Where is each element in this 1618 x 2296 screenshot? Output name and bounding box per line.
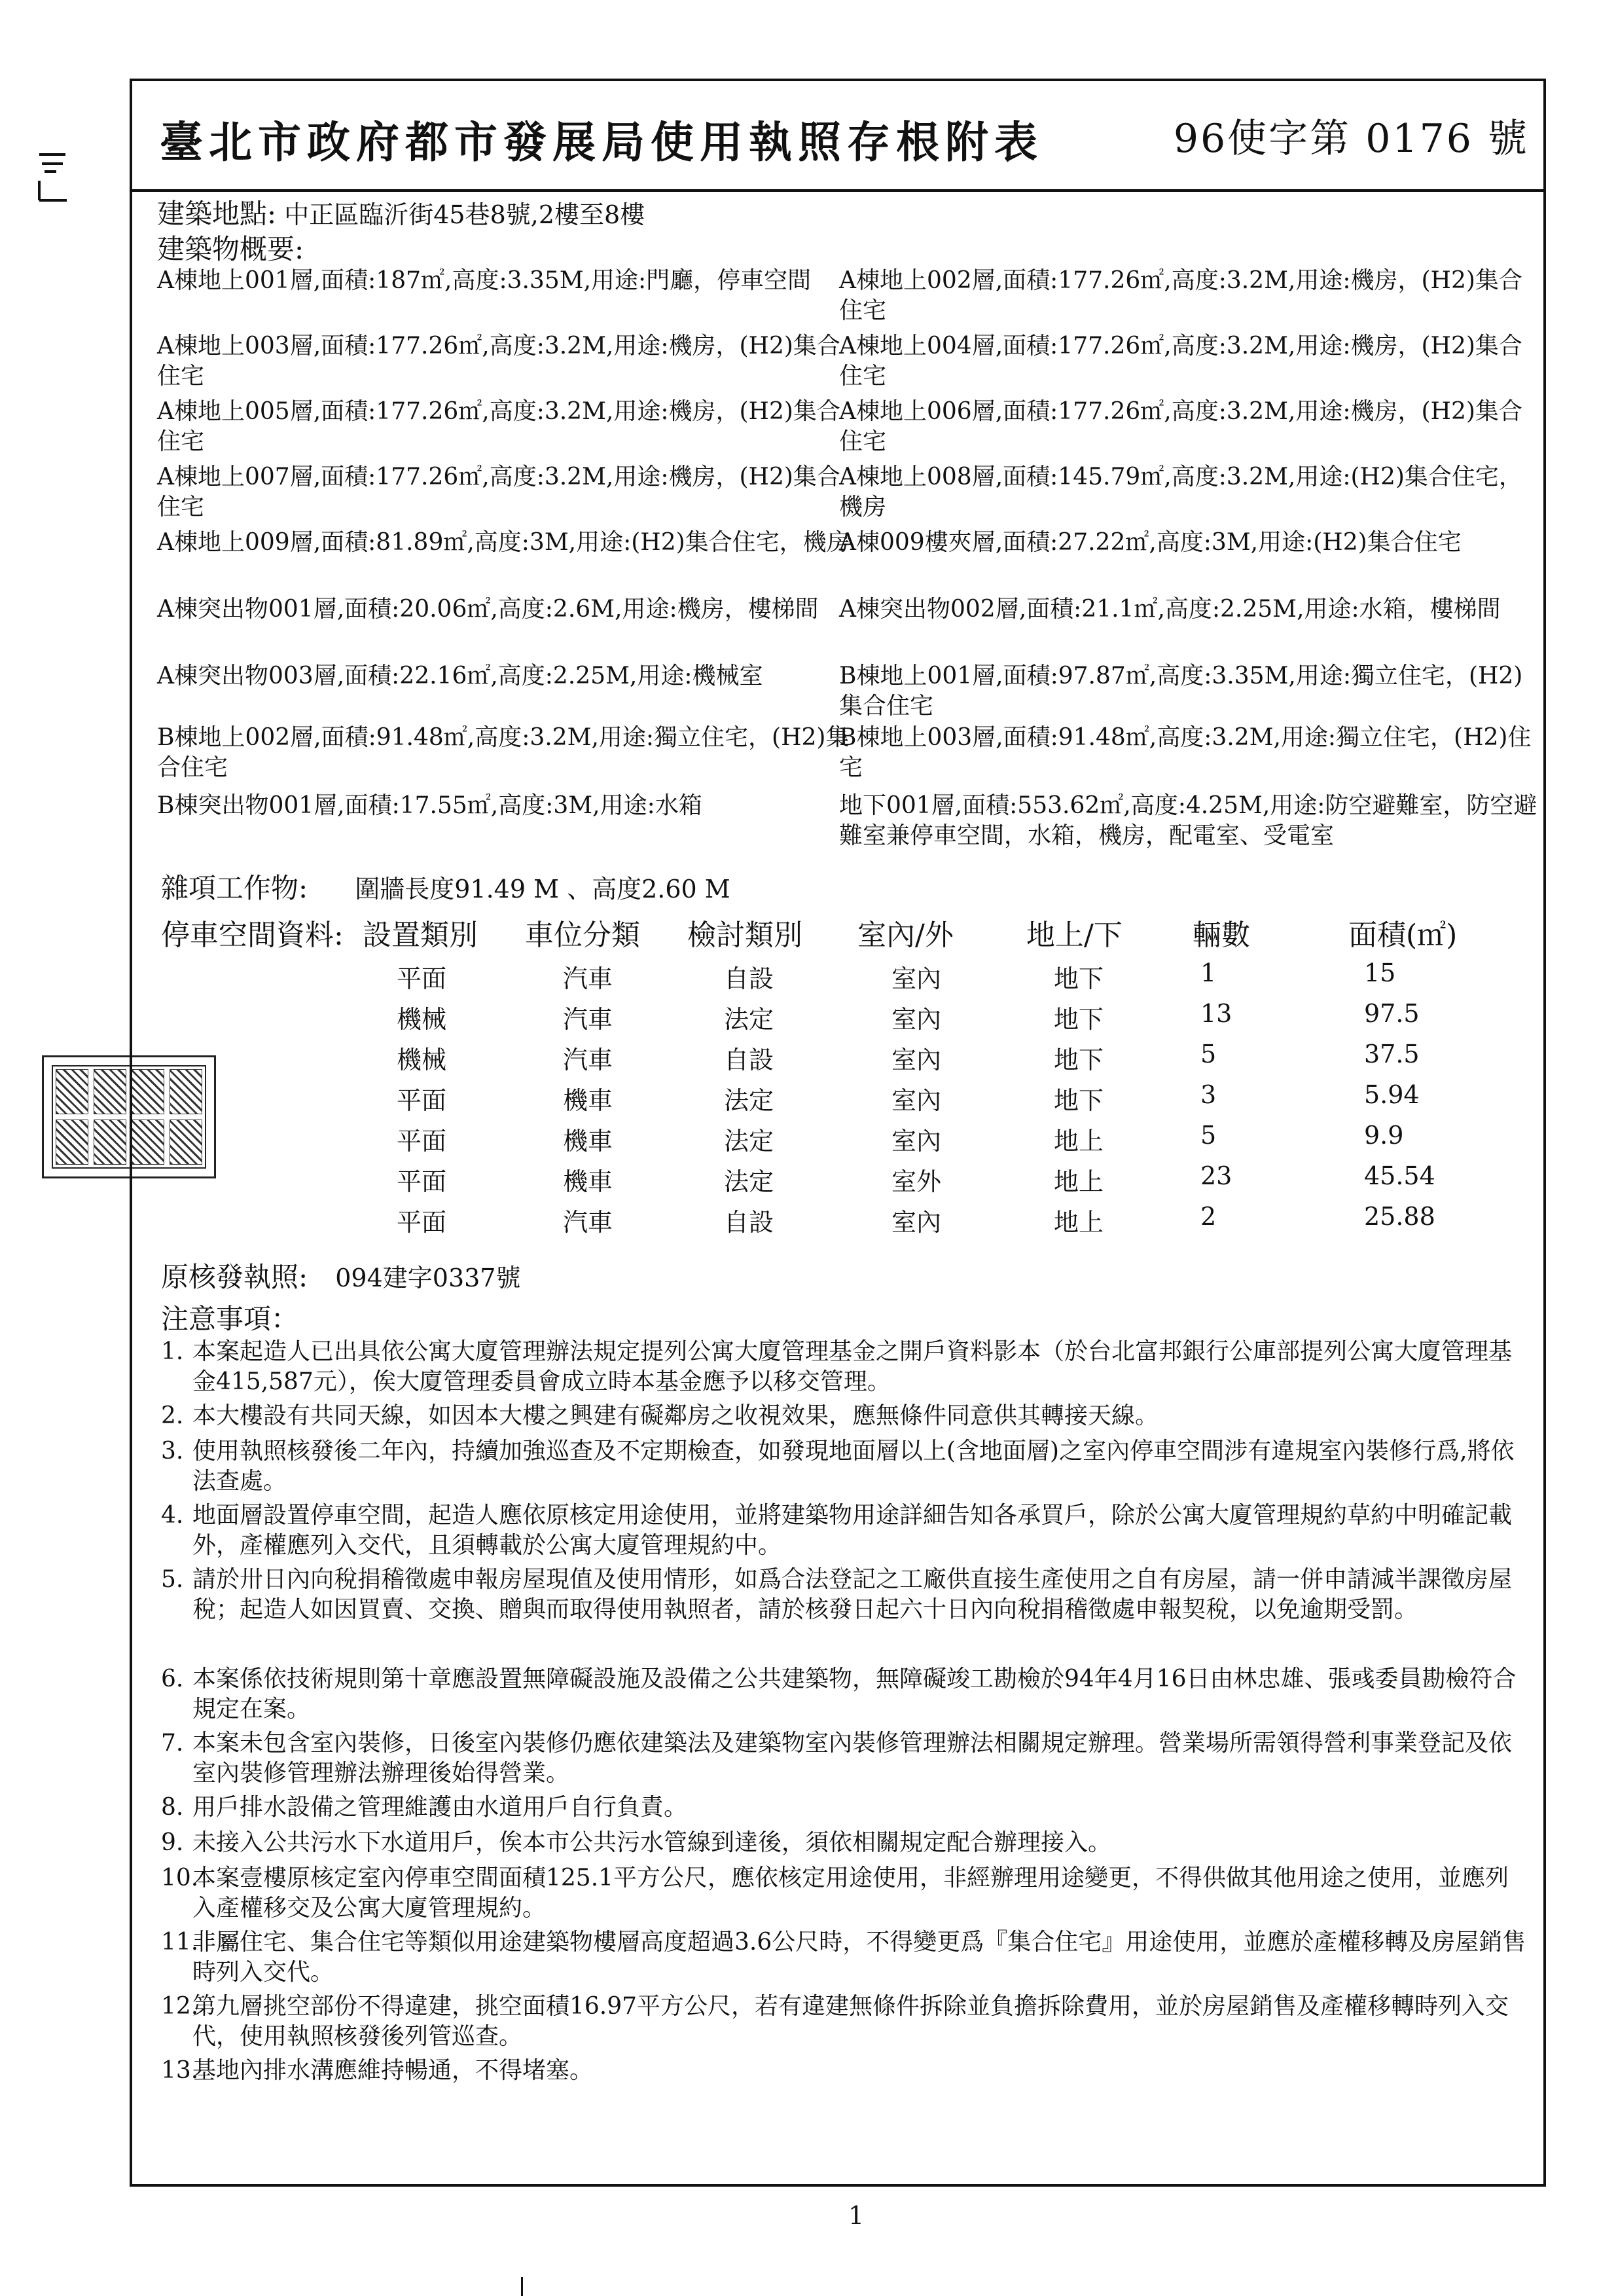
overview-left-5: A棟地上009層,面積:81.89㎡,高度:3M,用途:(H2)集合住宅，機房	[157, 529, 850, 556]
note-item	[161, 1863, 1529, 1923]
cell-vehicle: 機車	[563, 1127, 613, 1156]
cell-vehicle: 機車	[563, 1167, 613, 1196]
overview-left-6: A棟突出物001層,面積:20.06㎡,高度:2.6M,用途:機房，樓梯間	[157, 596, 819, 623]
parking-col-review: 檢討類別	[687, 919, 802, 952]
document-title: 臺北市政府都市發展局使用執照存根附表	[160, 117, 1043, 168]
note-number: 1.	[161, 1338, 184, 1365]
permit-number: 96使字第 0176 號	[1173, 116, 1529, 162]
cell-area: 45.54	[1364, 1161, 1435, 1190]
cell-indoor: 室內	[891, 964, 942, 993]
note-text: 本大樓設有共同天線，如因本大樓之興建有礙鄰房之收視效果，應無條件同意供其轉接天線。	[192, 1402, 1159, 1429]
note-text: 用戶排水設備之管理維護由水道用戶自行負責。	[192, 1794, 688, 1821]
cell-indoor: 室內	[891, 1086, 942, 1115]
cell-indoor: 室內	[891, 1005, 942, 1034]
note-item	[161, 1565, 1529, 1625]
overview-right-4: A棟地上008層,面積:145.79㎡,高度:3.2M,用途:(H2)集合住宅，機房	[839, 464, 1522, 520]
cell-count: 3	[1200, 1080, 1217, 1109]
cell-area: 5.94	[1364, 1080, 1420, 1109]
note-text: 非屬住宅、集合住宅等類似用途建築物樓層高度超過3.6公尺時，不得變更爲『集合住宅』用途使用，並應於產權移轉及房屋銷售時列入交代。	[192, 1929, 1526, 1986]
overview-left-8: B棟地上002層,面積:91.48㎡,高度:3.2M,用途:獨立住宅，(H2)集合住宅	[157, 724, 850, 781]
original-permit-line	[161, 1262, 521, 1293]
note-item	[161, 1793, 1529, 1823]
page-number: 1	[848, 2201, 865, 2230]
cell-review: 自設	[724, 964, 774, 993]
cell-vehicle: 汽車	[563, 1005, 613, 1034]
note-number: 3.	[161, 1438, 184, 1465]
overview-right-3: A棟地上006層,面積:177.26㎡,高度:3.2M,用途:機房，(H2)集合住宅	[839, 398, 1522, 455]
margin-mark	[37, 152, 69, 204]
note-text: 基地內排水溝應維持暢通，不得堵塞。	[192, 2057, 594, 2084]
overview-right-8: B棟地上003層,面積:91.48㎡,高度:3.2M,用途:獨立住宅，(H2)住宅	[839, 724, 1532, 781]
overview-left-9: B棟突出物001層,面積:17.55㎡,高度:3M,用途:水箱	[157, 792, 702, 819]
parking-row	[132, 1040, 1543, 1079]
cell-type: 平面	[397, 1086, 447, 1115]
overview-right-9: 地下001層,面積:553.62㎡,高度:4.25M,用途:防空避難室，防空避難室兼停車空間，水箱，機房，配電室、受電室	[839, 792, 1537, 849]
cell-type: 平面	[397, 964, 447, 993]
cell-level: 地下	[1054, 1046, 1104, 1074]
site-label: 建築地點:	[157, 198, 277, 230]
cell-level: 地下	[1054, 964, 1104, 993]
overview-left-3: A棟地上005層,面積:177.26㎡,高度:3.2M,用途:機房，(H2)集合住宅	[157, 398, 840, 455]
cell-count: 23	[1200, 1161, 1232, 1190]
parking-row	[132, 1161, 1543, 1201]
cell-level: 地上	[1054, 1208, 1104, 1237]
cell-count: 2	[1200, 1202, 1217, 1231]
parking-header-row	[132, 911, 1543, 951]
misc-line	[161, 873, 730, 904]
cell-vehicle: 汽車	[563, 1046, 613, 1074]
overview-right-5: A棟009樓夾層,面積:27.22㎡,高度:3M,用途:(H2)集合住宅	[839, 529, 1462, 556]
cell-review: 法定	[724, 1005, 774, 1034]
note-text: 未接入公共污水下水道用戶，俟本市公共污水管線到達後，須依相關規定配合辦理接入。	[192, 1829, 1112, 1856]
cell-type: 平面	[397, 1208, 447, 1237]
note-item	[161, 1337, 1529, 1397]
note-number: 5.	[161, 1566, 184, 1593]
note-text: 第九層挑空部份不得違建，挑空面積16.97平方公尺，若有違建無條件拆除並負擔拆除費用，並於房屋銷售及產權移轉時列入交代，使用執照核發後列管巡查。	[192, 1993, 1509, 2050]
title-row	[132, 81, 1543, 192]
cell-review: 法定	[724, 1127, 774, 1156]
note-item	[161, 1436, 1529, 1497]
note-text: 使用執照核發後二年內，持續加強巡查及不定期檢查，如發現地面層以上(含地面層)之室內停車空間涉有違規室內裝修行爲,將依法查處。	[192, 1438, 1515, 1495]
note-number: 4.	[161, 1502, 184, 1529]
misc-value: 圍牆長度91.49 M 、高度2.60 M	[355, 875, 730, 903]
cell-type: 平面	[397, 1127, 447, 1156]
cell-count: 5	[1200, 1040, 1217, 1068]
cell-count: 13	[1200, 999, 1232, 1028]
misc-label: 雜項工作物:	[161, 872, 308, 904]
cell-level: 地下	[1054, 1005, 1104, 1034]
overview-right-6: A棟突出物002層,面積:21.1㎡,高度:2.25M,用途:水箱，樓梯間	[839, 596, 1501, 623]
cell-indoor: 室外	[891, 1167, 942, 1196]
parking-label: 停車空間資料:	[161, 919, 344, 952]
note-item	[161, 1501, 1529, 1561]
cell-area: 15	[1364, 958, 1396, 987]
parking-col-area: 面積(㎡)	[1348, 919, 1458, 952]
cell-indoor: 室內	[891, 1208, 942, 1237]
note-number: 7.	[161, 1730, 184, 1757]
cell-indoor: 室內	[891, 1127, 942, 1156]
cell-vehicle: 機車	[563, 1086, 613, 1115]
cell-area: 97.5	[1364, 999, 1420, 1028]
parking-col-type: 設置類別	[363, 919, 478, 952]
note-number: 8.	[161, 1794, 184, 1821]
note-text: 本案未包含室內裝修，日後室內裝修仍應依建築法及建築物室內裝修管理辦法相關規定辦理。營業場所需領得營利事業登記及依室內裝修管理辦法辦理後始得營業。	[192, 1730, 1513, 1787]
cell-area: 9.9	[1364, 1121, 1404, 1150]
note-number: 9.	[161, 1829, 184, 1856]
cell-vehicle: 汽車	[563, 1208, 613, 1237]
parking-col-level: 地上/下	[1026, 919, 1123, 952]
overview-left-4: A棟地上007層,面積:177.26㎡,高度:3.2M,用途:機房，(H2)集合住宅	[157, 464, 840, 520]
original-permit-label: 原核發執照:	[161, 1261, 308, 1293]
overview-label: 建築物概要:	[157, 233, 304, 265]
cell-count: 5	[1200, 1121, 1217, 1150]
overview-right-2: A棟地上004層,面積:177.26㎡,高度:3.2M,用途:機房，(H2)集合住宅	[839, 333, 1522, 390]
note-text: 本案壹樓原核定室內停車空間面積125.1平方公尺，應依核定用途使用，非經辦理用途變更，不得供做其他用途之使用，並應列入產權移交及公寓大廈管理規約。	[192, 1865, 1509, 1922]
overview-left-1: A棟地上001層,面積:187㎡,高度:3.35M,用途:門廳，停車空間	[157, 267, 812, 294]
note-text: 請於卅日內向稅捐稽徵處申報房屋現值及使用情形，如爲合法登記之工廠供直接生產使用之自有房屋，請一併申請減半課徵房屋稅；起造人如因買賣、交換、贈與而取得使用執照者，請於核發日起六十日內向稅捐稽徵處申報契稅，以免逾期受罰。	[192, 1566, 1513, 1623]
original-permit-value: 094建字0337號	[335, 1264, 521, 1292]
note-number: 11.	[161, 1929, 199, 1956]
note-number: 13.	[161, 2057, 199, 2084]
note-number: 10.	[161, 1865, 199, 1891]
cell-review: 法定	[724, 1167, 774, 1196]
cell-count: 1	[1200, 958, 1217, 987]
cell-level: 地下	[1054, 1086, 1104, 1115]
overview-left-2: A棟地上003層,面積:177.26㎡,高度:3.2M,用途:機房，(H2)集合住宅	[157, 333, 840, 390]
cell-type: 平面	[397, 1167, 447, 1196]
parking-row	[132, 958, 1543, 998]
note-text: 地面層設置停車空間，起造人應依原核定用途使用，並將建築物用途詳細告知各承買戶，除於公寓大廈管理規約草約中明確記載外，產權應列入交代，且須轉載於公寓大廈管理規約中。	[192, 1502, 1513, 1559]
note-text: 本案係依技術規則第十章應設置無障礙設施及設備之公共建築物，無障礙竣工勘檢於94年4月16日由林忠雄、張彧委員勘檢符合規定在案。	[192, 1666, 1517, 1722]
cell-level: 地上	[1054, 1167, 1104, 1196]
notes-label: 注意事項：	[161, 1303, 299, 1335]
document-frame	[130, 79, 1546, 2187]
note-number: 12.	[161, 1993, 199, 2020]
cell-area: 37.5	[1364, 1040, 1420, 1068]
scan-mark	[521, 2277, 523, 2296]
parking-row	[132, 999, 1543, 1038]
parking-col-count: 輛數	[1193, 919, 1250, 952]
site-value: 中正區臨沂街45巷8號,2樓至8樓	[284, 200, 645, 229]
note-item	[161, 1828, 1529, 1858]
note-text: 本案起造人已出具依公寓大廈管理辦法規定提列公寓大廈管理基金之開戶資料影本（於台北富邦銀行公庫部提列公寓大廈管理基金415,587元），俟大廈管理委員會成立時本基金應予以移交管理。	[192, 1338, 1513, 1395]
parking-row	[132, 1121, 1543, 1160]
cell-level: 地上	[1054, 1127, 1104, 1156]
note-item	[161, 1927, 1529, 1988]
note-item	[161, 1664, 1529, 1724]
note-number: 2.	[161, 1402, 184, 1429]
cell-type: 機械	[397, 1046, 447, 1074]
parking-row	[132, 1202, 1543, 1241]
parking-col-vehicle: 車位分類	[525, 919, 640, 952]
parking-col-indoor: 室內/外	[857, 919, 954, 952]
note-item	[161, 2056, 1529, 2086]
overview-right-7: B棟地上001層,面積:97.87㎡,高度:3.35M,用途:獨立住宅，(H2)集合住宅	[839, 663, 1523, 720]
site-line	[157, 199, 645, 230]
note-item	[161, 1728, 1529, 1789]
cell-indoor: 室內	[891, 1046, 942, 1074]
cell-review: 自設	[724, 1046, 774, 1074]
cell-type: 機械	[397, 1005, 447, 1034]
overview-right-1: A棟地上002層,面積:177.26㎡,高度:3.2M,用途:機房，(H2)集合住宅	[839, 267, 1522, 324]
note-item	[161, 1401, 1529, 1431]
cell-review: 法定	[724, 1086, 774, 1115]
overview-left-7: A棟突出物003層,面積:22.16㎡,高度:2.25M,用途:機械室	[157, 663, 763, 689]
note-number: 6.	[161, 1666, 184, 1692]
cell-area: 25.88	[1364, 1202, 1435, 1231]
note-item	[161, 1992, 1529, 2052]
cell-review: 自設	[724, 1208, 774, 1237]
cell-vehicle: 汽車	[563, 964, 613, 993]
parking-row	[132, 1080, 1543, 1120]
